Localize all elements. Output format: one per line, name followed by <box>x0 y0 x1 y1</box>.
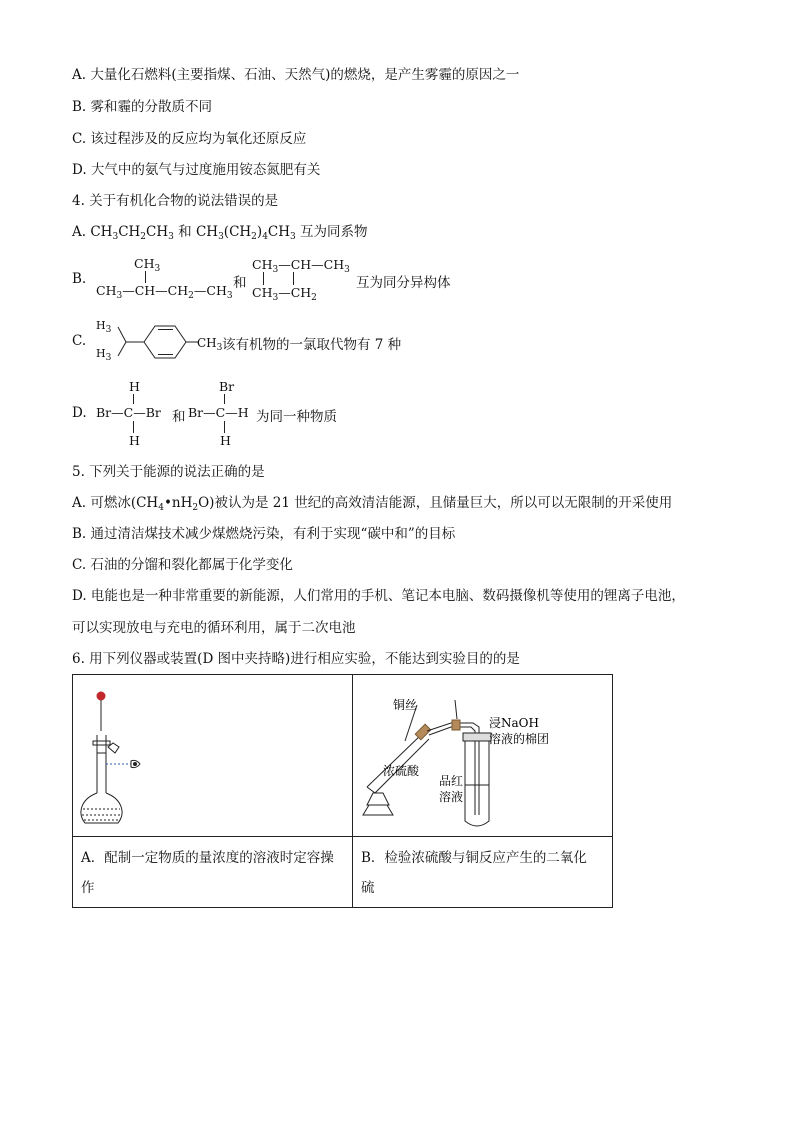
b-mol2-bottom: $CH_3—CH_2$ <box>252 285 317 303</box>
q5-option-d-cont: 可以实现放电与充电的循环利用，属于二次电池 <box>72 620 356 636</box>
volumetric-flask-figure <box>73 675 352 832</box>
label-fuchsin-2: 溶液 <box>439 790 464 804</box>
cell-b-figure <box>353 675 613 837</box>
b-mol2-top: $CH_3—CH—CH_3$ <box>252 257 350 275</box>
label-conc-acid: 浓硫酸 <box>383 764 420 778</box>
q3-option-c: C. 该过程涉及的反应均为氧化还原反应 <box>72 131 307 147</box>
copper-sulfuric-acid-apparatus <box>353 675 612 832</box>
q6-stem: 6. 用下列仪器或装置(D 图中夹持略)进行相应实验，不能达到实验目的的是 <box>72 651 520 667</box>
label-copper-wire: 铜丝 <box>393 698 418 712</box>
label-naoh-2: 溶液的棉团 <box>489 732 550 746</box>
q4-option-a: A. $CH_3CH_2CH_3$ 和 $CH_3(CH_2)_4CH_3$ 互为同系物 <box>72 224 368 242</box>
q3-option-a: A. 大量化石燃料(主要指煤、石油、天然气)的燃烧，是产生雾霾的原因之一 <box>72 67 520 83</box>
caption-b: B．检验浓硫酸与铜反应产生的二氧化 硫 <box>353 837 613 908</box>
q3-option-b: B. 雾和霾的分散质不同 <box>72 99 213 115</box>
q6-experiment-table <box>72 674 613 908</box>
caption-a: A．配制一定物质的量浓度的溶液时定容操 作 <box>73 837 353 908</box>
cell-a-figure <box>73 675 353 837</box>
q5-option-c: C. 石油的分馏和裂化都属于化学变化 <box>72 557 293 573</box>
q5-stem: 5. 下列关于能源的说法正确的是 <box>72 464 265 480</box>
b-mol1-chain: $CH_3—CH—CH_2—CH_3$ <box>96 283 233 301</box>
q5-option-b: B. 通过清洁煤技术减少煤燃烧污染，有利于实现“碳中和”的目标 <box>72 526 456 542</box>
q4-stem: 4. 关于有机化合物的说法错误的是 <box>72 193 279 209</box>
q5-option-d: D. 电能也是一种非常重要的新能源，人们常用的手机、笔记本电脑、数码摄像机等使用的锂离子电池， <box>72 588 685 604</box>
cyclohexadiene-ring-structure <box>112 320 202 366</box>
label-fuchsin-1: 品红 <box>439 774 464 788</box>
label-naoh-1: 浸NaOH <box>489 716 539 730</box>
q3-option-d: D. 大气中的氨气与过度施用铵态氮肥有关 <box>72 162 321 178</box>
q5-option-a: A. 可燃冰$(CH_4•nH_2O)$被认为是 21 世纪的高效清洁能源，且储量巨大，所以可以无限制的开采使用 <box>72 495 673 513</box>
b-mol1-methyl: $CH_3$ <box>134 256 161 274</box>
